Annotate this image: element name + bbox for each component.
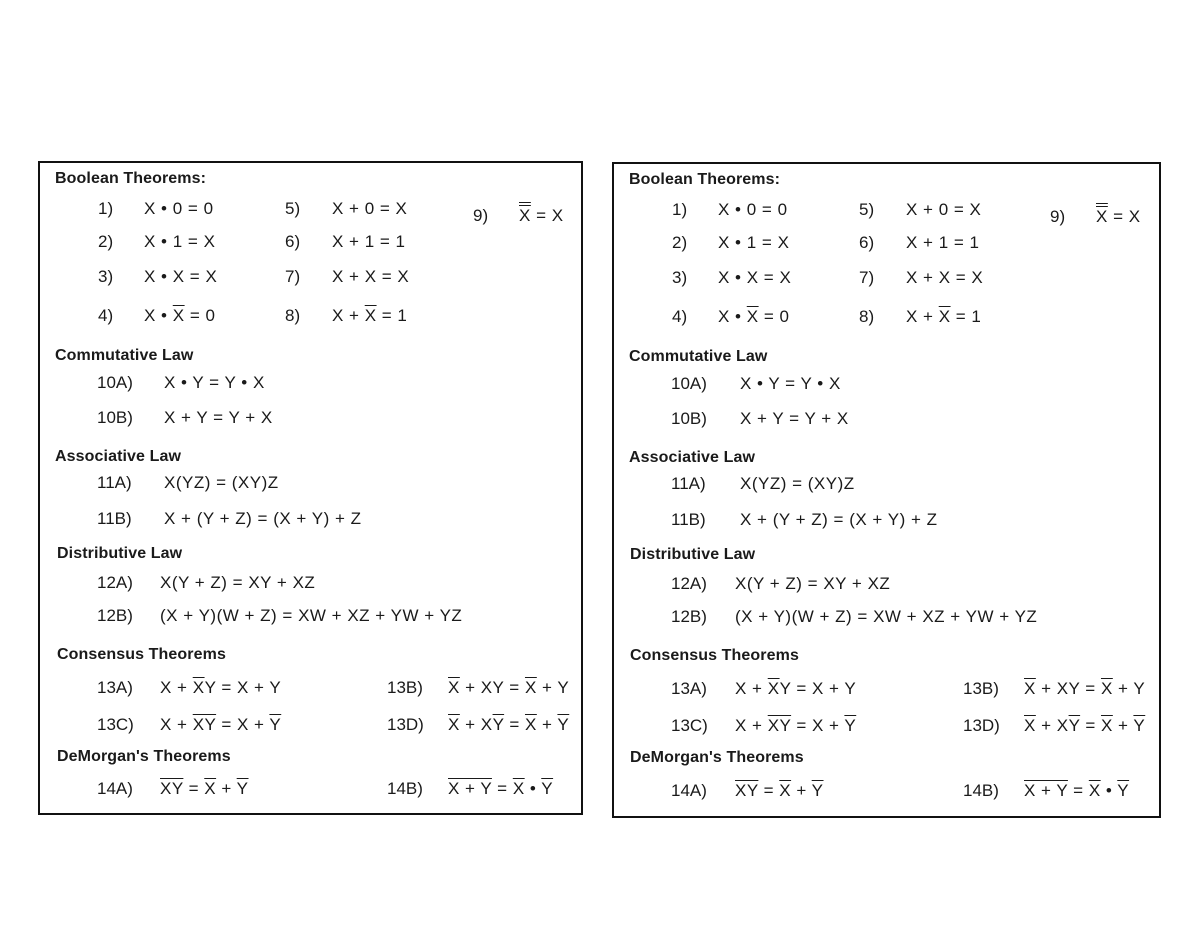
law-label: 10A)	[97, 373, 133, 392]
law-expr	[735, 679, 856, 699]
law-expr	[448, 779, 553, 799]
overbar-term: $\overline{X}$	[364, 306, 377, 325]
theorem-label: 4)	[98, 306, 114, 325]
law-row	[614, 716, 1159, 746]
law-label: 13B)	[387, 678, 423, 697]
law-label: 12B)	[671, 607, 707, 626]
theorem-row	[40, 267, 581, 297]
law-expr: X + Y = Y + X	[740, 409, 849, 428]
overbar-term: $\overline{Y}$	[1068, 716, 1081, 735]
law-expr: (X + Y)(W + Z) = XW + XZ + YW + YZ	[160, 606, 463, 625]
law-label: 10B)	[97, 408, 133, 427]
expr-part: Y = X + Y	[779, 679, 857, 698]
theorem-label: 3)	[672, 268, 688, 287]
overbar-term: X	[519, 206, 531, 225]
theorem-label: 6)	[285, 232, 301, 251]
law-row	[614, 374, 1159, 404]
heading-consensus-theorems: Consensus Theorems	[57, 646, 226, 663]
theorem-label: 8)	[285, 306, 301, 325]
law-row	[40, 408, 581, 438]
heading-boolean-theorems: Boolean Theorems:	[629, 171, 781, 188]
theorem-expr	[906, 307, 981, 327]
overbar-term: $\overline{X}$	[1088, 781, 1101, 800]
overbar-term: $\overline{X}$	[192, 678, 205, 697]
theorem-row	[40, 199, 581, 229]
expr-part: •	[1100, 781, 1118, 800]
expr-part: =	[1080, 716, 1101, 735]
law-expr	[160, 779, 249, 799]
law-label: 12A)	[97, 573, 133, 592]
law-row	[614, 607, 1159, 637]
heading-boolean-theorems: Boolean Theorems:	[55, 170, 207, 187]
expr-part: Y = X + Y	[204, 678, 282, 697]
overbar-term: $\overline{X}$	[204, 779, 217, 798]
expr-part: X +	[906, 307, 939, 326]
law-expr: X(Y + Z) = XY + XZ	[160, 573, 316, 592]
overbar-term: $\overline{X}$	[448, 715, 460, 734]
overbar-term: $\overline{X}$	[767, 679, 780, 698]
law-row	[40, 573, 581, 603]
theorem-label: 8)	[859, 307, 875, 326]
expr-part: + X	[459, 715, 493, 734]
law-row	[614, 679, 1159, 709]
overbar-term: $\overline{X}$	[524, 715, 537, 734]
theorem-label: 2)	[672, 233, 688, 252]
theorem-label: 1)	[98, 199, 114, 218]
law-expr	[1024, 716, 1145, 736]
overbar-term: $\overline{Y}$	[541, 779, 554, 798]
overbar-term: $\overline{Y}$	[236, 779, 249, 798]
theorem-label: 5)	[285, 199, 301, 218]
theorem-panel-right	[612, 162, 1161, 818]
law-expr	[160, 715, 281, 735]
law-expr: X + (Y + Z) = (X + Y) + Z	[740, 510, 938, 529]
overbar-term: $\overline{X}$	[746, 307, 759, 326]
expr-part: = X	[530, 206, 564, 225]
overbar-term: $\overline{X}$	[1100, 679, 1113, 698]
expr-part: =	[183, 779, 205, 798]
overbar-term: $\overline{X}$	[1100, 716, 1113, 735]
law-label: 12A)	[671, 574, 707, 593]
overbar-term: X + Y	[1024, 781, 1068, 800]
expr-part: X +	[735, 679, 768, 698]
law-row	[614, 474, 1159, 504]
law-label: 11A)	[671, 474, 706, 493]
theorem-label: 2)	[98, 232, 114, 251]
law-row	[614, 409, 1159, 439]
expr-part: +	[536, 715, 558, 734]
overbar-term: $\overline{Y}$	[1133, 716, 1146, 735]
law-label: 13D)	[963, 716, 1000, 735]
theorem-panel-left	[38, 161, 583, 815]
theorem-expr: X • 0 = 0	[718, 200, 788, 219]
law-row	[40, 678, 581, 708]
expr-part: =	[491, 779, 513, 798]
law-row	[40, 473, 581, 503]
theorem-expr	[718, 307, 789, 327]
overbar-term: $\overline{X}$	[524, 678, 537, 697]
theorem-expr	[1096, 207, 1141, 227]
theorem-expr: X + X = X	[332, 267, 410, 286]
law-label: 13A)	[97, 678, 133, 697]
theorem-expr: X • X = X	[718, 268, 792, 287]
expr-part: +	[1112, 716, 1134, 735]
law-label: 13D)	[387, 715, 424, 734]
theorem-row	[614, 200, 1159, 230]
expr-part: = X +	[791, 716, 845, 735]
theorem-expr	[519, 206, 564, 226]
overbar-term: $\overline{Y}$	[811, 781, 824, 800]
heading-commutative-law: Commutative Law	[55, 347, 194, 364]
overbar-term: $\overline{X}$	[448, 678, 460, 697]
theorem-label: 9)	[1050, 207, 1066, 226]
overbar-term: X + Y	[448, 779, 492, 798]
expr-part: + Y	[1112, 679, 1146, 698]
law-expr	[448, 715, 569, 735]
overbar-term: $\overline{X}$	[1024, 679, 1036, 698]
law-label: 14A)	[671, 781, 707, 800]
overbar-term: $\overline{Y}$	[1117, 781, 1130, 800]
theorem-row	[40, 232, 581, 262]
theorem-label: 7)	[285, 267, 301, 286]
expr-part: = 1	[950, 307, 982, 326]
expr-part: + XY =	[1035, 679, 1101, 698]
law-expr: X • Y = Y • X	[740, 374, 841, 393]
law-expr	[160, 678, 281, 698]
overbar-term: $\overline{Y}$	[492, 715, 505, 734]
law-expr: X(Y + Z) = XY + XZ	[735, 574, 891, 593]
expr-part: X +	[160, 678, 193, 697]
expr-part: X +	[735, 716, 768, 735]
overbar-term: X	[1096, 207, 1108, 226]
expr-part: = 0	[758, 307, 790, 326]
theorem-expr: X • X = X	[144, 267, 218, 286]
theorem-expr: X + X = X	[906, 268, 984, 287]
overbar-term: $\overline{X}$	[1024, 716, 1036, 735]
overbar-term: $\overline{XY}$	[160, 779, 184, 798]
expr-part: =	[758, 781, 780, 800]
theorem-expr: X + 0 = X	[332, 199, 408, 218]
theorem-label: 5)	[859, 200, 875, 219]
law-label: 12B)	[97, 606, 133, 625]
overbar-term: $\overline{X}$	[512, 779, 525, 798]
expr-part: = X	[1107, 207, 1141, 226]
expr-part: =	[1067, 781, 1089, 800]
expr-part: X +	[332, 306, 365, 325]
law-label: 10A)	[671, 374, 707, 393]
expr-part: •	[524, 779, 542, 798]
expr-part: + Y	[536, 678, 570, 697]
heading-distributive-law: Distributive Law	[57, 545, 183, 562]
overbar-term: $\overline{X}$	[172, 306, 185, 325]
law-expr: X • Y = Y • X	[164, 373, 265, 392]
expr-part: = 1	[376, 306, 408, 325]
law-row	[40, 606, 581, 636]
theorem-label: 6)	[859, 233, 875, 252]
law-label: 14B)	[963, 781, 999, 800]
law-label: 13C)	[671, 716, 708, 735]
theorem-expr: X + 1 = 1	[332, 232, 406, 251]
overbar-term: $\overline{XY}$	[767, 716, 792, 735]
law-label: 13A)	[671, 679, 707, 698]
overbar-term: $\overline{Y}$	[557, 715, 570, 734]
law-expr: X(YZ) = (XY)Z	[740, 474, 855, 493]
heading-consensus-theorems: Consensus Theorems	[630, 647, 799, 664]
law-expr	[1024, 679, 1145, 699]
law-row	[614, 574, 1159, 604]
theorem-expr: X • 1 = X	[718, 233, 790, 252]
heading-associative-law: Associative Law	[629, 449, 755, 466]
law-row	[40, 509, 581, 539]
expr-part: + XY =	[459, 678, 525, 697]
overbar-term: $\overline{X}$	[779, 781, 792, 800]
overbar-term: $\overline{Y}$	[269, 715, 282, 734]
law-expr: X(YZ) = (XY)Z	[164, 473, 279, 492]
expr-part: = X +	[216, 715, 270, 734]
theorem-label: 3)	[98, 267, 114, 286]
overbar-term: $\overline{XY}$	[735, 781, 759, 800]
expr-part: =	[504, 715, 525, 734]
theorem-row	[614, 268, 1159, 298]
theorem-label: 7)	[859, 268, 875, 287]
law-row	[614, 510, 1159, 540]
overbar-term: $\overline{XY}$	[192, 715, 217, 734]
expr-part: X •	[718, 307, 747, 326]
expr-part: +	[791, 781, 812, 800]
theorem-expr: X + 0 = X	[906, 200, 982, 219]
law-expr	[1024, 781, 1129, 801]
overbar-term: $\overline{X}$	[938, 307, 951, 326]
law-label: 13B)	[963, 679, 999, 698]
law-expr: X + (Y + Z) = (X + Y) + Z	[164, 509, 362, 528]
theorem-label: 1)	[672, 200, 688, 219]
overbar-term: $\overline{Y}$	[844, 716, 857, 735]
heading-distributive-law: Distributive Law	[630, 546, 756, 563]
law-label: 11A)	[97, 473, 132, 492]
theorem-expr	[332, 306, 407, 326]
heading-commutative-law: Commutative Law	[629, 348, 768, 365]
law-row	[40, 779, 581, 809]
law-label: 11B)	[97, 509, 132, 528]
theorem-label: 9)	[473, 206, 489, 225]
theorem-expr	[144, 306, 215, 326]
law-label: 13C)	[97, 715, 134, 734]
law-row	[614, 781, 1159, 811]
law-expr	[448, 678, 569, 698]
law-expr: (X + Y)(W + Z) = XW + XZ + YW + YZ	[735, 607, 1038, 626]
theorem-row	[40, 306, 581, 336]
expr-part: + X	[1035, 716, 1069, 735]
law-label: 10B)	[671, 409, 707, 428]
expr-part: X •	[144, 306, 173, 325]
law-row	[40, 373, 581, 403]
law-expr	[735, 781, 824, 801]
theorem-label: 4)	[672, 307, 688, 326]
theorem-expr: X + 1 = 1	[906, 233, 980, 252]
theorem-expr: X • 1 = X	[144, 232, 216, 251]
law-label: 14A)	[97, 779, 133, 798]
expr-part: +	[216, 779, 237, 798]
expr-part: = 0	[184, 306, 216, 325]
law-expr: X + Y = Y + X	[164, 408, 273, 427]
heading-associative-law: Associative Law	[55, 448, 181, 465]
expr-part: X +	[160, 715, 193, 734]
theorem-row	[614, 307, 1159, 337]
theorem-expr: X • 0 = 0	[144, 199, 214, 218]
heading-demorgan-theorems: DeMorgan's Theorems	[57, 748, 231, 765]
law-label: 11B)	[671, 510, 706, 529]
law-label: 14B)	[387, 779, 423, 798]
law-row	[40, 715, 581, 745]
heading-demorgan-theorems: DeMorgan's Theorems	[630, 749, 804, 766]
law-expr	[735, 716, 856, 736]
theorem-row	[614, 233, 1159, 263]
